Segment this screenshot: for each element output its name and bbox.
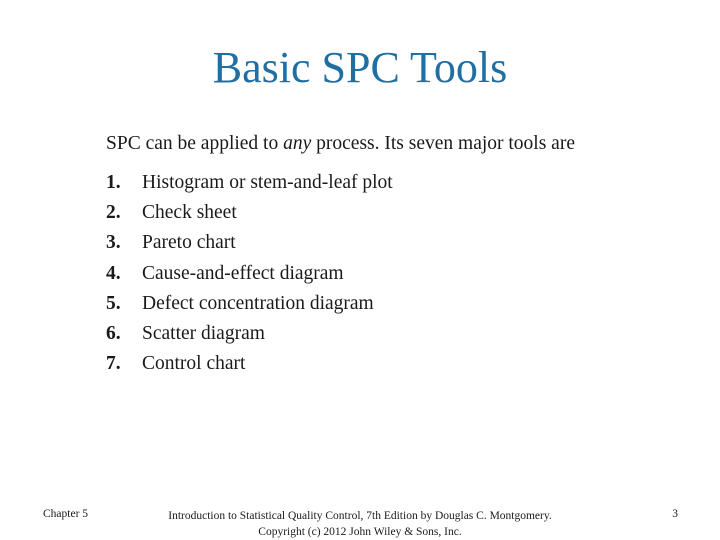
tool-label: Defect concentration diagram bbox=[142, 292, 374, 314]
intro-text-end: process. Its seven major tools are bbox=[311, 133, 575, 154]
tool-item bbox=[106, 230, 393, 260]
tool-number: 1. bbox=[106, 172, 121, 193]
tool-number: 5. bbox=[106, 292, 121, 314]
tool-number: 6. bbox=[106, 322, 121, 344]
page-number: 3 bbox=[672, 508, 678, 520]
footer-credit bbox=[140, 508, 580, 540]
tool-label: Histogram or stem-and-leaf plot bbox=[142, 172, 393, 193]
tool-number: 4. bbox=[106, 262, 121, 284]
slide-title: Basic SPC Tools bbox=[212, 43, 508, 92]
intro-text-start: SPC can be applied to bbox=[106, 133, 284, 154]
footer-credit-line2: Copyright (c) 2012 John Wiley & Sons, Inc. bbox=[258, 526, 462, 538]
tool-item bbox=[106, 321, 393, 351]
tool-item bbox=[106, 200, 393, 230]
tool-list bbox=[106, 170, 393, 381]
tool-item bbox=[106, 291, 393, 321]
intro-emphasis: any bbox=[283, 133, 312, 154]
tool-label: Check sheet bbox=[142, 202, 237, 224]
intro-text bbox=[106, 131, 575, 157]
tool-label: Cause-and-effect diagram bbox=[142, 262, 344, 284]
tool-item bbox=[106, 170, 393, 200]
tool-label: Scatter diagram bbox=[142, 322, 265, 344]
tool-number: 7. bbox=[106, 353, 121, 375]
tool-item bbox=[106, 351, 393, 381]
tool-number: 2. bbox=[106, 202, 121, 224]
footer-chapter: Chapter 5 bbox=[43, 508, 89, 520]
tool-label: Control chart bbox=[142, 353, 246, 375]
tool-item bbox=[106, 261, 393, 291]
tool-number: 3. bbox=[106, 232, 121, 254]
footer-credit-line1: Introduction to Statistical Quality Control, 7th Edition by Douglas C. Montgomery. bbox=[168, 510, 552, 522]
tool-label: Pareto chart bbox=[142, 232, 236, 254]
